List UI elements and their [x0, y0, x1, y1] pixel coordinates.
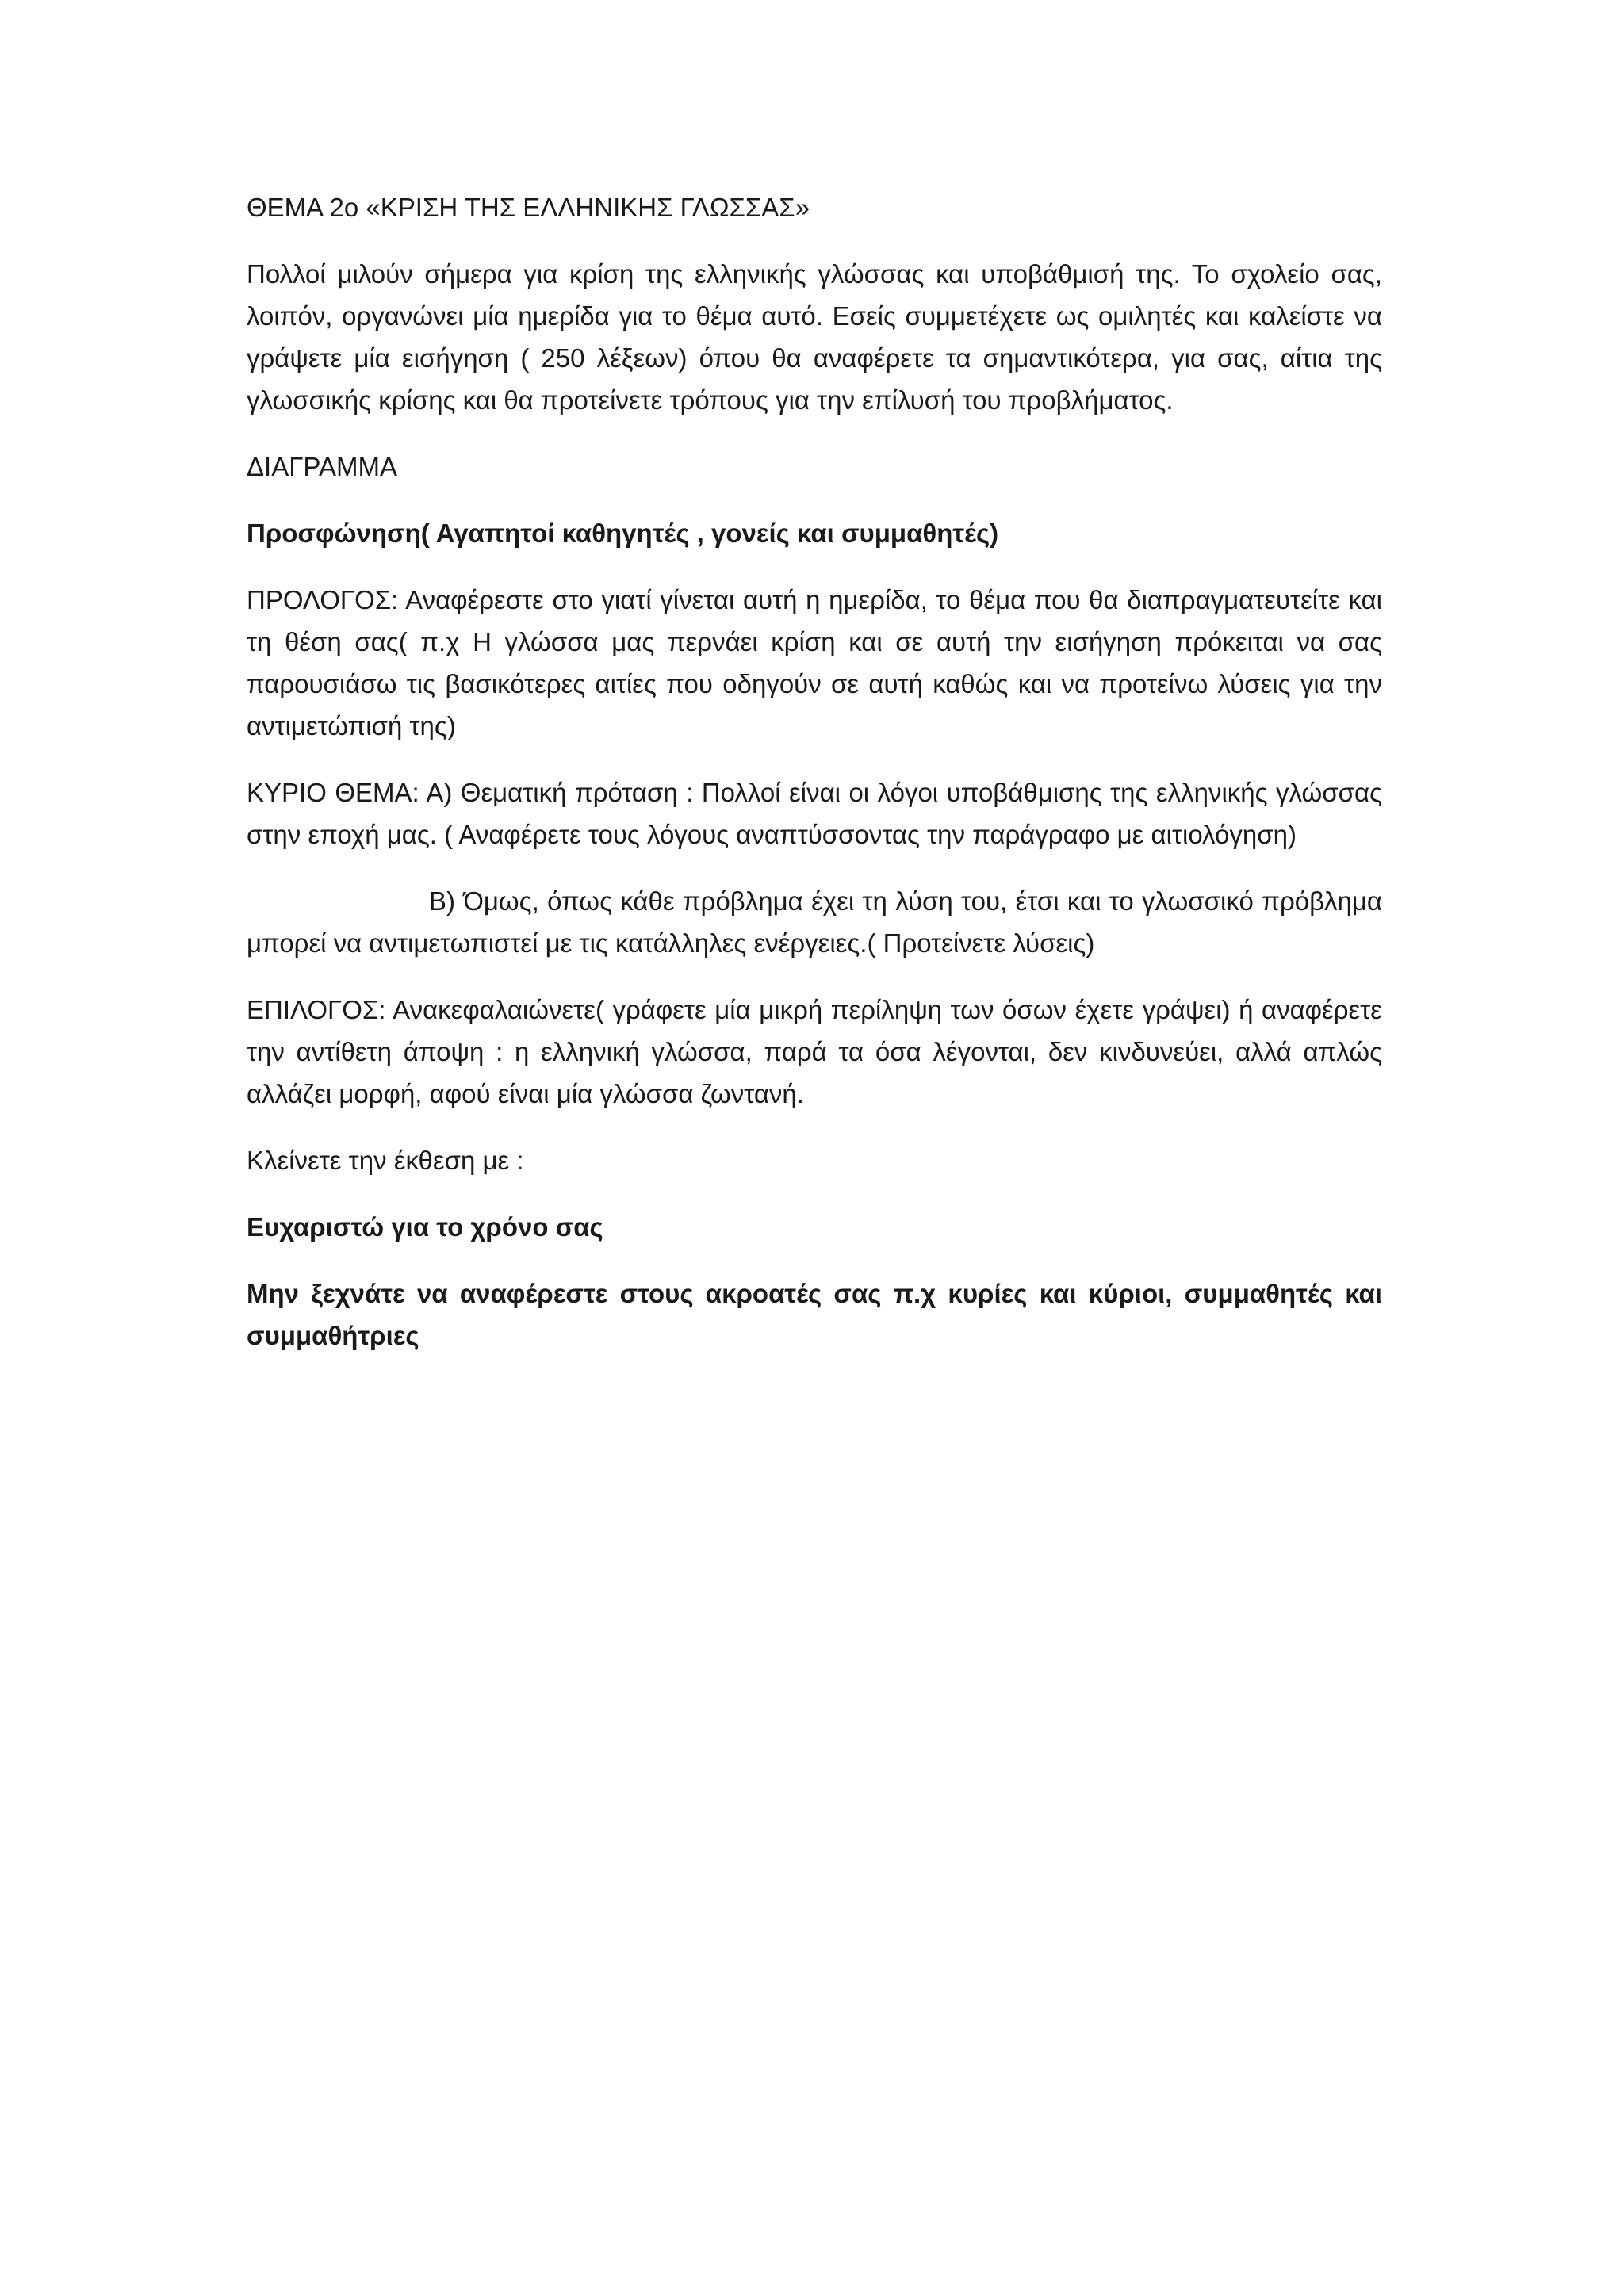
diagram-heading: ΔΙΑΓΡΑΜΜΑ — [247, 452, 397, 481]
assignment-paragraph: Πολλοί μιλούν σήμερα για κρίση της ελληνικής γλώσσας και υποβάθμισή της. Το σχολείο σας, λοιπόν, οργανώνει μία ημερίδα για το θέμα αυτό. Εσείς συμμετέχετε ως ομιλητές και καλείστε να γράψετε μία εισήγηση ( 250 λέξεων) όπου θα αναφέρετε τα σημαντικότερα, για σας, αίτια της γλωσσικής κρίσης και θα προτείνετε τρόπους για την επίλυσή του προβλήματος. — [247, 259, 1382, 415]
main-topic-b-paragraph: Β) Όμως, όπως κάθε πρόβλημα έχει τη λύση του, έτσι και το γλωσσικό πρόβλημα μπορεί να αντιμετωπιστεί με τις κατάλληλες ενέργειες.( Προτείνετε λύσεις) — [247, 886, 1382, 958]
salutation-paragraph: Προσφώνηση( Αγαπητοί καθηγητές , γονείς και συμμαθητές) — [247, 519, 999, 548]
prologue-paragraph: ΠΡΟΛΟΓΟΣ: Αναφέρεστε στο γιατί γίνεται αυτή η ημερίδα, το θέμα που θα διαπραγματευτείτε και τη θέση σας( π.χ Η γλώσσα μας περνάει κρίση και σε αυτή την εισήγηση πρόκειται να σας παρουσιάσω τις βασικότερες αιτίες που οδηγούν σε αυτή καθώς και να προτείνω λύσεις για την αντιμετώπισή της) — [247, 585, 1382, 740]
epilogue-paragraph: ΕΠΙΛΟΓΟΣ: Ανακεφαλαιώνετε( γράφετε μία μικρή περίληψη των όσων έχετε γράψει) ή αναφέρετε την αντίθετη άποψη : η ελληνική γλώσσα, παρά τα όσα λέγονται, δεν κινδυνεύει, αλλά απλώς αλλάζει μορφή, αφού είναι μία γλώσσα ζωντανή. — [247, 995, 1382, 1108]
document-body — [247, 186, 1382, 1381]
main-topic-a-paragraph: ΚΥΡΙΟ ΘΕΜΑ: Α) Θεματική πρόταση : Πολλοί είναι οι λόγοι υποβάθμισης της ελληνικής γλώσσας στην εποχή μας. ( Αναφέρετε τους λόγους αναπτύσσοντας την παράγραφο με αιτιολόγηση) — [247, 778, 1382, 849]
closing-intro: Κλείνετε την έκθεση με : — [247, 1146, 524, 1175]
closing-reminder: Μην ξεχνάτε να αναφέρεστε στους ακροατές σας π.χ κυρίες και κύριοι, συμμαθητές και συμμαθήτριες — [247, 1279, 1382, 1350]
closing-thanks: Ευχαριστώ για το χρόνο σας — [247, 1212, 603, 1242]
document-title: ΘΕΜΑ 2ο «ΚΡΙΣΗ ΤΗΣ ΕΛΛΗΝΙΚΗΣ ΓΛΩΣΣΑΣ» — [247, 193, 810, 222]
